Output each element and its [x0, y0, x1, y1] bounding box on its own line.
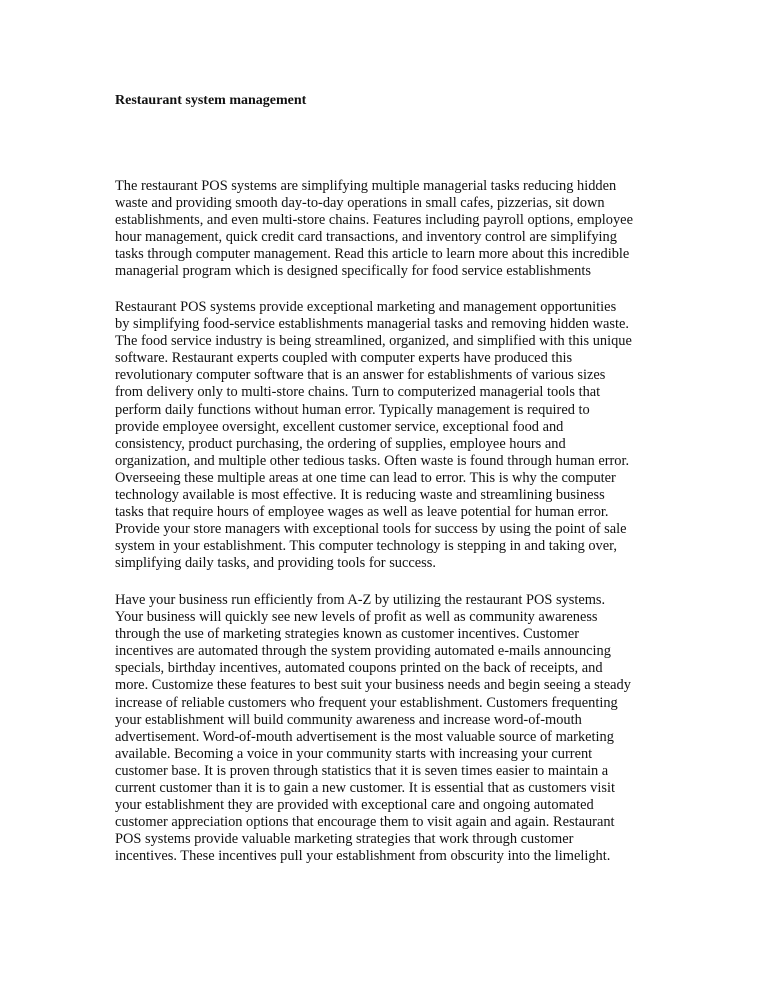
text-line: available. Becoming a voice in your community starts with increasing your current	[115, 745, 593, 762]
text-line: perform daily functions without human error. Typically management is required to	[115, 401, 590, 418]
paragraph-management	[115, 299, 632, 573]
text-line: hour management, quick credit card transactions, and inventory control are simplifying	[115, 229, 617, 246]
text-line: Provide your store managers with exceptional tools for success by using the point of sale	[115, 521, 627, 538]
paragraph-marketing	[115, 592, 631, 866]
text-line: current customer than it is to gain a new customer. It is essential that as customers visit	[115, 780, 615, 797]
text-line: tasks that require hours of employee wages as well as leave potential for human error.	[115, 504, 609, 521]
text-line: increase of reliable customers who frequent your establishment. Customers frequenting	[115, 694, 618, 711]
text-line: Restaurant POS systems provide exceptional marketing and management opportunities	[115, 299, 617, 315]
text-line: your establishment will build community awareness and increase word-of-mouth	[115, 711, 582, 728]
text-line: technology available is most effective. It is reducing waste and streamlining business	[115, 487, 605, 504]
text-line: Have your business run efficiently from A-Z by utilizing the restaurant POS systems.	[115, 592, 606, 608]
text-line: by simplifying food-service establishments managerial tasks and removing hidden waste.	[115, 316, 629, 333]
text-line: tasks through computer management. Read this article to learn more about this incredible	[115, 246, 630, 263]
text-line: more. Customize these features to best suit your business needs and begin seeing a steady	[115, 677, 631, 694]
text-line: The food service industry is being streamlined, organized, and simplified with this unique	[115, 333, 632, 350]
text-line: Overseeing these multiple areas at one time can lead to error. This is why the computer	[115, 469, 616, 486]
text-line: consistency, product purchasing, the ordering of supplies, employee hours and	[115, 435, 566, 452]
text-line: your establishment they are provided with exceptional care and ongoing automated	[115, 797, 594, 814]
paragraph-intro	[115, 178, 633, 281]
text-line: establishments, and even multi-store chains. Features including payroll options, employee	[115, 212, 633, 229]
document-title: Restaurant system management	[115, 93, 307, 108]
text-line: managerial program which is designed specifically for food service establishments	[115, 263, 591, 280]
text-line: incentives. These incentives pull your establishment from obscurity into the limelight.	[115, 848, 611, 865]
text-line: software. Restaurant experts coupled with computer experts have produced this	[115, 350, 573, 367]
text-line: Your business will quickly see new levels of profit as well as community awareness	[115, 609, 598, 626]
text-line: through the use of marketing strategies known as customer incentives. Customer	[115, 626, 579, 643]
text-line: POS systems provide valuable marketing strategies that work through customer	[115, 831, 574, 848]
text-line: customer base. It is proven through statistics that it is seven times easier to maintain a	[115, 762, 609, 779]
text-line: customer appreciation options that encourage them to visit again and again. Restaurant	[115, 814, 615, 831]
text-line: specials, birthday incentives, automated coupons printed on the back of receipts, and	[115, 660, 603, 677]
text-line: simplifying daily tasks, and providing tools for success.	[115, 555, 436, 572]
text-line: organization, and multiple other tedious tasks. Often waste is found through human error.	[115, 452, 630, 469]
text-line: provide employee oversight, excellent customer service, exceptional food and	[115, 418, 564, 435]
text-line: from delivery only to multi-store chains. Turn to computerized managerial tools that	[115, 384, 601, 401]
text-line: system in your establishment. This computer technology is stepping in and taking over,	[115, 538, 617, 555]
text-line: waste and providing smooth day-to-day operations in small cafes, pizzerias, sit down	[115, 195, 605, 212]
text-line: advertisement. Word-of-mouth advertisement is the most valuable source of marketing	[115, 728, 614, 745]
text-line: revolutionary computer software that is an answer for establishments of various sizes	[115, 367, 606, 384]
text-line: incentives are automated through the system providing automated e-mails announcing	[115, 643, 611, 660]
text-line: The restaurant POS systems are simplifying multiple managerial tasks reducing hidden	[115, 178, 617, 194]
